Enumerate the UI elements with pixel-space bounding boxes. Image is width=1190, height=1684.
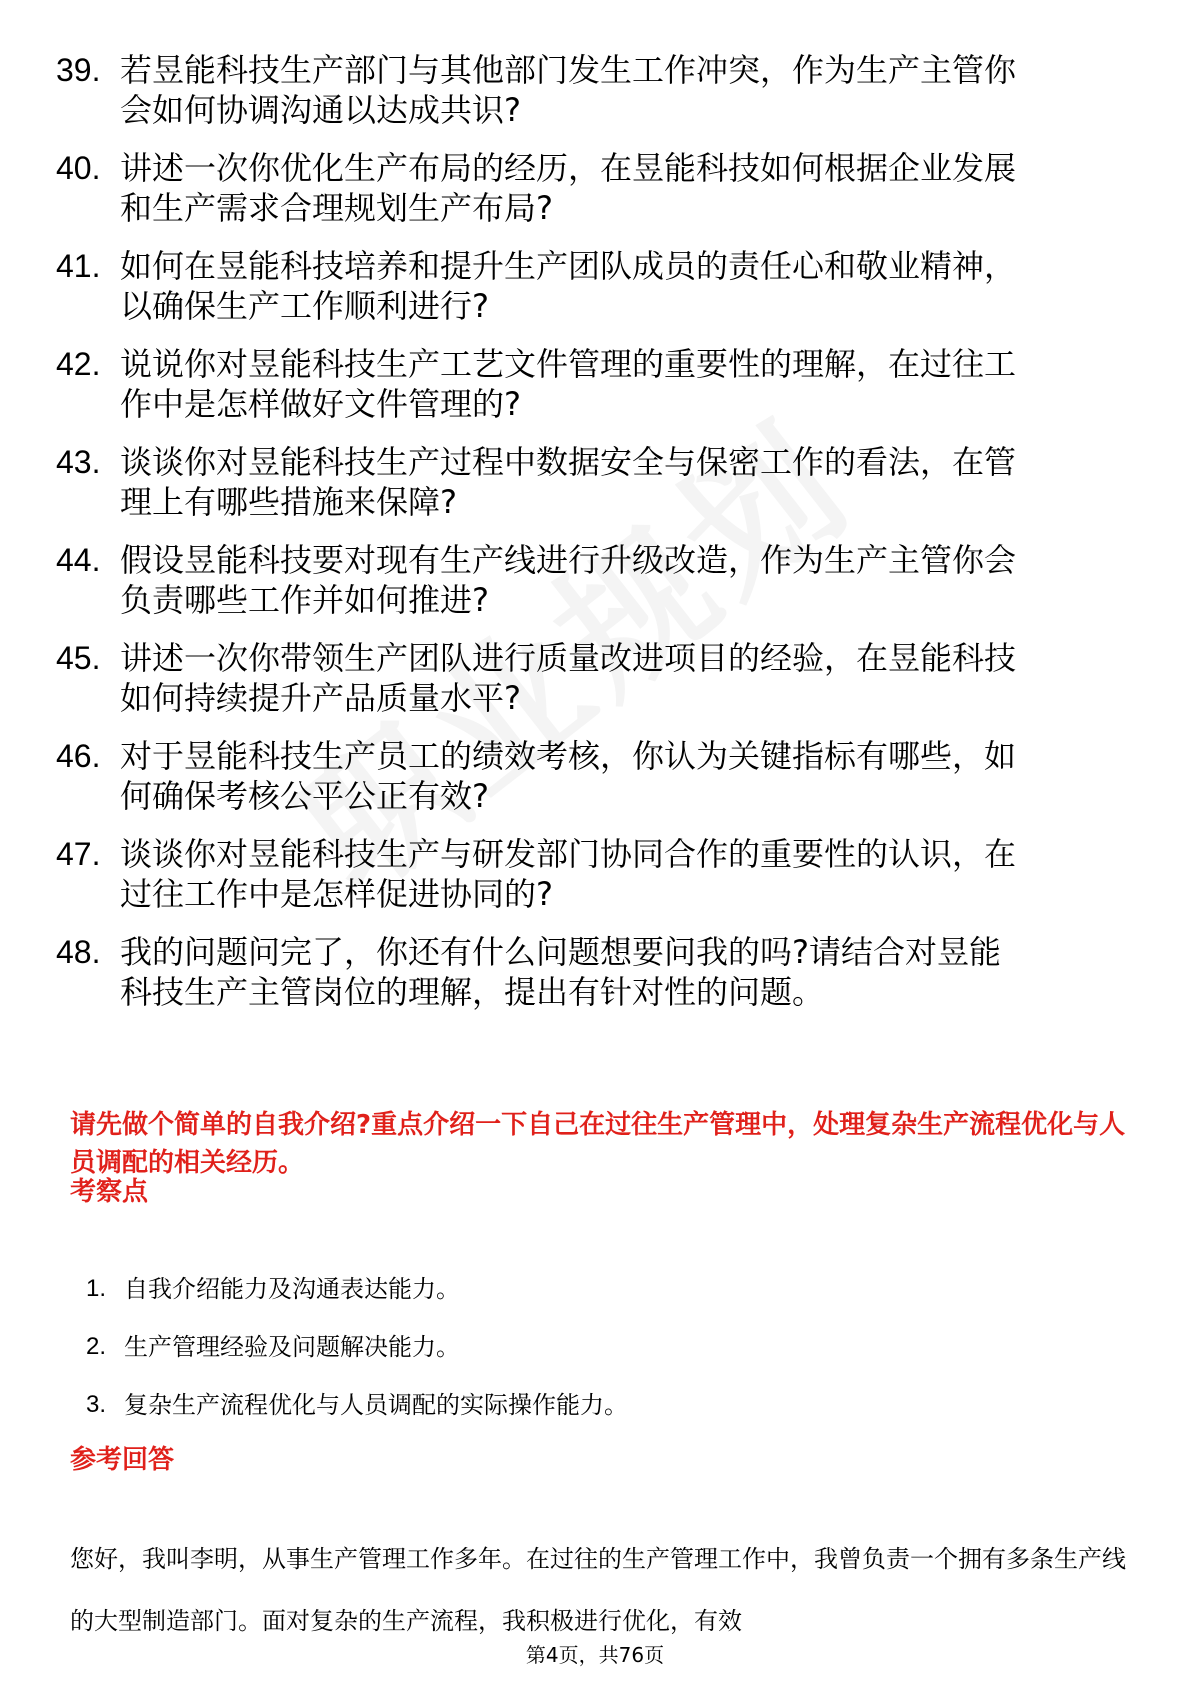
point-item — [86, 1331, 628, 1363]
question-number: 44. — [56, 542, 101, 578]
question-item — [56, 540, 1136, 620]
question-number: 40. — [56, 150, 101, 186]
question-text: 谈谈你对昱能科技生产过程中数据安全与保密工作的看法，在管 理上有哪些措施来保障? — [120, 443, 1017, 521]
question-number: 41. — [56, 248, 101, 284]
question-number: 43. — [56, 444, 101, 480]
question-item — [56, 736, 1136, 816]
question-list — [56, 50, 1136, 1030]
point-item — [86, 1273, 628, 1305]
page-footer: 第4页，共76页 — [0, 1642, 1190, 1668]
answer-title: 参考回答 — [70, 1445, 175, 1475]
question-text: 若昱能科技生产部门与其他部门发生工作冲突，作为生产主管你 会如何协调沟通以达成共识? — [120, 51, 1017, 129]
question-text: 谈谈你对昱能科技生产与研发部门协同合作的重要性的认识，在 过往工作中是怎样促进协同的? — [120, 835, 1017, 913]
question-number: 48. — [56, 934, 101, 970]
point-number: 3. — [86, 1391, 107, 1418]
point-text: 生产管理经验及问题解决能力。 — [124, 1333, 460, 1361]
question-text: 我的问题问完了，你还有什么问题想要问我的吗?请结合对昱能 科技生产主管岗位的理解，提出有针对性的问题。 — [120, 933, 1001, 1011]
question-number: 45. — [56, 640, 101, 676]
question-text: 如何在昱能科技培养和提升生产团队成员的责任心和敬业精神， 以确保生产工作顺利进行? — [120, 247, 1017, 325]
point-text: 复杂生产流程优化与人员调配的实际操作能力。 — [124, 1391, 628, 1419]
question-text: 讲述一次你优化生产布局的经历，在昱能科技如何根据企业发展 和生产需求合理规划生产布局? — [120, 149, 1017, 227]
question-text: 对于昱能科技生产员工的绩效考核，你认为关键指标有哪些，如 何确保考核公平公正有效? — [120, 737, 1017, 815]
answer-text: 您好，我叫李明，从事生产管理工作多年。在过往的生产管理工作中，我曾负责一个拥有多条生产线的大型制造部门。面对复杂的生产流程，我积极进行优化，有效 — [70, 1545, 1126, 1635]
point-number: 1. — [86, 1275, 107, 1302]
question-text: 假设昱能科技要对现有生产线进行升级改造，作为生产主管你会 负责哪些工作并如何推进? — [120, 541, 1017, 619]
question-item — [56, 148, 1136, 228]
question-number: 42. — [56, 346, 101, 382]
question-number: 46. — [56, 738, 101, 774]
question-item — [56, 932, 1136, 1012]
question-text: 讲述一次你带领生产团队进行质量改进项目的经验，在昱能科技 如何持续提升产品质量水平? — [120, 639, 1017, 717]
question-item — [56, 246, 1136, 326]
question-text: 说说你对昱能科技生产工艺文件管理的重要性的理解，在过往工 作中是怎样做好文件管理的? — [120, 345, 1017, 423]
point-number: 2. — [86, 1333, 107, 1360]
question-number: 39. — [56, 52, 101, 88]
point-item — [86, 1389, 628, 1421]
point-text: 自我介绍能力及沟通表达能力。 — [124, 1275, 460, 1303]
question-item — [56, 638, 1136, 718]
question-item — [56, 442, 1136, 522]
points-title: 考察点 — [70, 1177, 149, 1207]
question-item — [56, 834, 1136, 914]
question-item — [56, 344, 1136, 424]
question-item — [56, 50, 1136, 130]
points-list — [86, 1273, 628, 1447]
highlight-question: 请先做个简单的自我介绍?重点介绍一下自己在过往生产管理中，处理复杂生产流程优化与人员调配的相关经历。 — [70, 1110, 1126, 1178]
question-number: 47. — [56, 836, 101, 872]
